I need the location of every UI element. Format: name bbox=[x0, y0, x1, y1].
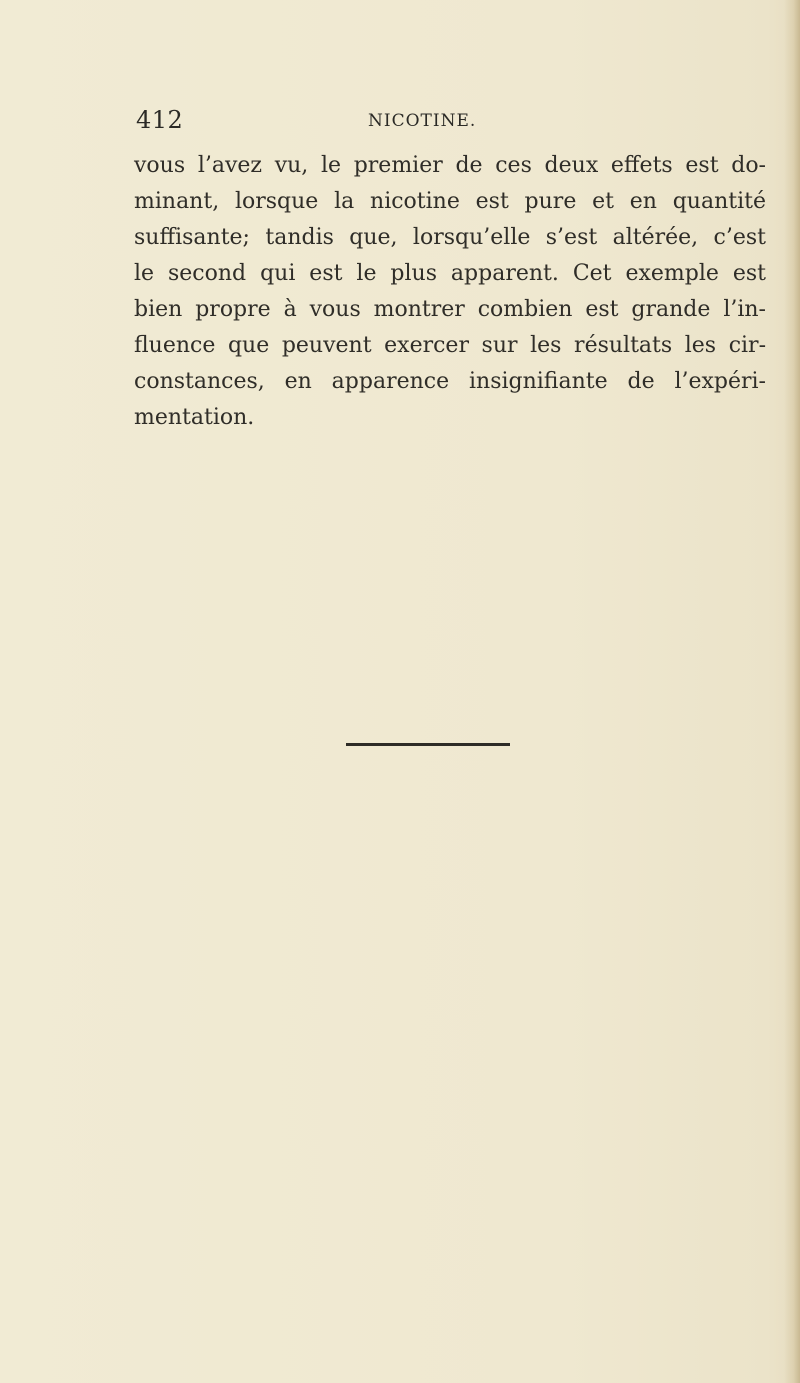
text-line: bien propre à vous montrer combien est grande l’in- bbox=[134, 297, 766, 322]
page-number: 412 bbox=[136, 106, 184, 134]
text-line: vous l’avez vu, le premier de ces deux effets est do- bbox=[134, 153, 766, 178]
text-line: mentation. bbox=[134, 405, 255, 430]
text-line: fluence que peuvent exercer sur les résultats les cir- bbox=[134, 333, 766, 358]
section-end-rule bbox=[346, 743, 510, 746]
text-line: le second qui est le plus apparent. Cet exemple est bbox=[134, 261, 766, 286]
text-line: constances, en apparence insignifiante de l’expéri- bbox=[134, 369, 766, 394]
page-edge-shadow bbox=[784, 0, 800, 1383]
running-head: NICOTINE. bbox=[368, 111, 477, 131]
page-header bbox=[136, 106, 764, 138]
text-line: suffisante; tandis que, lorsqu’elle s’est altérée, c’est bbox=[134, 225, 766, 250]
text-line: minant, lorsque la nicotine est pure et en quantité bbox=[134, 189, 766, 214]
body-paragraph bbox=[134, 148, 766, 436]
